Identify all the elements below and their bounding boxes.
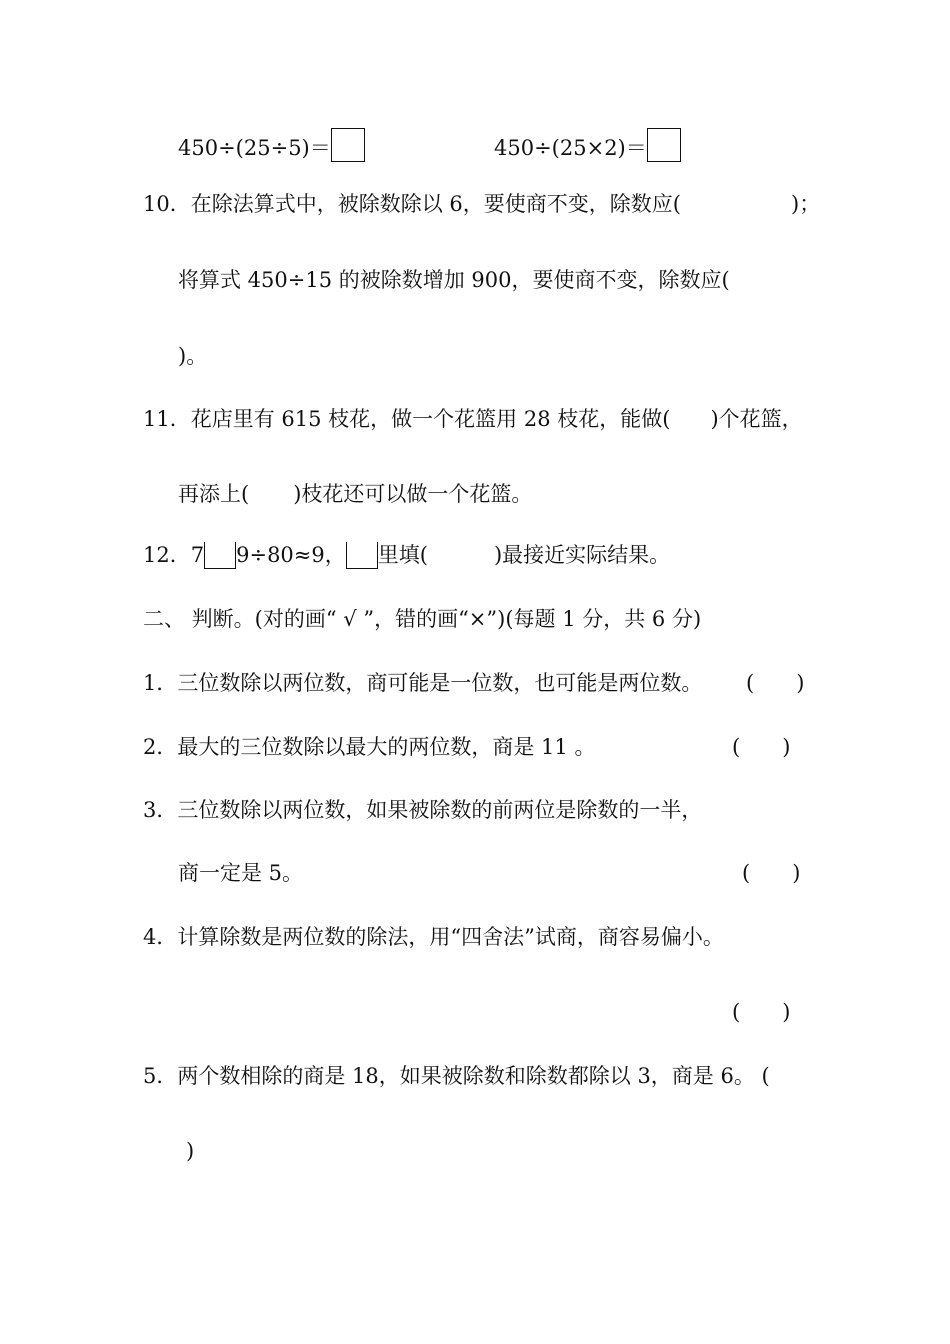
q11-line2 — [178, 480, 532, 508]
q11-text1a: 花店里有 615 枝花，做一个花篮用 28 枝花，能做( — [190, 407, 671, 431]
q11-number: 11． — [143, 407, 191, 431]
q10-text2: 将算式 450÷15 的被除数增加 900，要使商不变，除数应( — [178, 268, 730, 292]
q12-part-b: 9÷80≈9， — [236, 543, 346, 567]
judge-paren-text: ( ) — [732, 1000, 791, 1024]
judge-paren-text: ( ) — [742, 861, 801, 885]
judge-text-cont: 商一定是 5。 — [178, 861, 304, 885]
judge-text: 三位数除以两位数，如果被除数的前两位是除数的一半， — [177, 798, 703, 822]
q12-number: 12． — [143, 543, 191, 567]
digit-box[interactable] — [204, 542, 236, 569]
judge-paren-text: ( ) — [746, 671, 805, 695]
section-heading — [143, 605, 701, 633]
judge-text: 三位数除以两位数，商可能是一位数，也可能是两位数。 — [177, 671, 703, 695]
judge-answer-paren[interactable] — [746, 669, 804, 697]
judge-text: 最大的三位数除以最大的两位数，商是 11 。 — [177, 735, 596, 759]
judge-text: 两个数相除的商是 18，如果被除数和除数都除以 3，商是 6。 ( — [177, 1064, 770, 1088]
judge-item-5 — [143, 1062, 770, 1090]
answer-box[interactable] — [331, 128, 365, 162]
judge-item-5-cont[interactable] — [186, 1137, 194, 1165]
judge-text: 计算除数是两位数的除法，用“四舍法”试商，商容易偏小。 — [177, 925, 724, 949]
q11-text2a: 再添上( — [178, 482, 250, 506]
judge-item-3 — [143, 796, 702, 824]
q10-line1-end — [791, 190, 820, 218]
q12-part-a: 7 — [190, 543, 205, 567]
q10-line2 — [178, 266, 730, 294]
q9-expr-b — [494, 128, 681, 162]
judge-answer-paren[interactable] — [732, 733, 790, 761]
q9-expr-a — [178, 128, 365, 162]
q10-text3: )。 — [178, 344, 208, 368]
q12-part-d: )最接近实际结果。 — [493, 543, 671, 567]
digit-box[interactable] — [346, 542, 378, 569]
q12-line — [143, 541, 670, 569]
judge-item-1 — [143, 669, 702, 697]
judge-item-3-cont — [178, 859, 303, 887]
q11-text2b: )枝花还可以做一个花篮。 — [293, 482, 533, 506]
q9-expr-a-text: 450÷(25÷5)＝ — [178, 136, 331, 160]
q10-text1-end: )； — [791, 192, 821, 216]
q12-part-c: 里填( — [377, 543, 428, 567]
q11-line1 — [143, 405, 803, 433]
judge-number: 3． — [143, 798, 178, 822]
judge-number: 4． — [143, 925, 178, 949]
judge-answer-paren[interactable] — [742, 859, 800, 887]
q10-line1 — [143, 190, 681, 218]
judge-answer-paren[interactable] — [732, 998, 790, 1026]
judge-number: 5． — [143, 1064, 178, 1088]
judge-number: 2． — [143, 735, 178, 759]
judge-number: 1． — [143, 671, 178, 695]
section-heading-text: 二、 判断。(对的画“ √ ”，错的画“×”)(每题 1 分，共 6 分) — [143, 607, 702, 631]
judge-paren-text: ( ) — [732, 735, 791, 759]
q10-number: 10． — [143, 192, 191, 216]
judge-item-2 — [143, 733, 595, 761]
judge-item-4 — [143, 923, 724, 951]
answer-box[interactable] — [647, 128, 681, 162]
q9-expr-b-text: 450÷(25×2)＝ — [494, 136, 647, 160]
q11-text1b: )个花篮， — [710, 407, 803, 431]
q10-text1: 在除法算式中，被除数除以 6，要使商不变，除数应( — [190, 192, 681, 216]
q10-line3 — [178, 342, 207, 370]
judge-paren-text: ) — [186, 1139, 195, 1163]
